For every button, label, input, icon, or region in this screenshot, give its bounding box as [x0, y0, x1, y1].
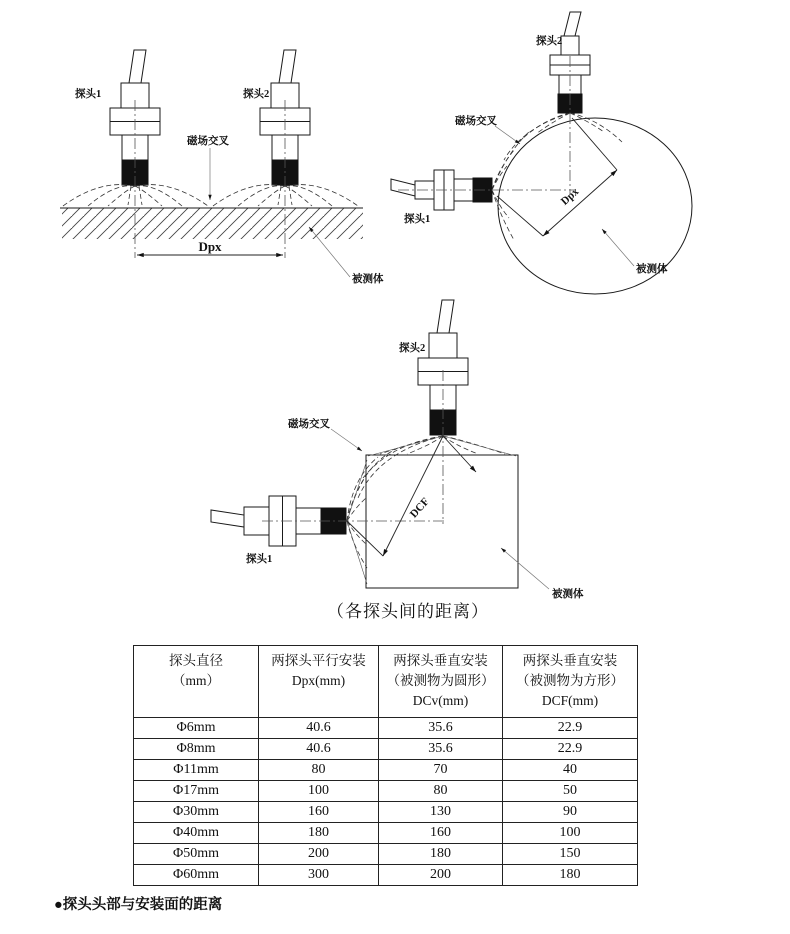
cell-diameter: Φ40mm	[134, 823, 259, 844]
header-line: 两探头垂直安装	[393, 653, 488, 668]
cell-dpx: 80	[259, 760, 379, 781]
probe2-label: 探头2	[399, 343, 426, 354]
diagram-perpendicular-circle	[391, 12, 692, 294]
probe2-label: 探头2	[536, 36, 563, 47]
table-row	[134, 718, 638, 739]
cell-dcf: 180	[503, 865, 638, 886]
cell-diameter: Φ50mm	[134, 844, 259, 865]
field-cross-leader	[331, 429, 362, 451]
header-perpendicular-square	[503, 646, 638, 718]
table-row	[134, 802, 638, 823]
measured-object-label: 被测体	[552, 589, 584, 600]
header-probe-diameter	[134, 646, 259, 718]
probe-distance-table	[133, 645, 638, 886]
header-line: （被测物为方形）	[516, 673, 624, 688]
cell-diameter: Φ60mm	[134, 865, 259, 886]
probe1-label: 探头1	[404, 214, 431, 225]
header-line: DCF(mm)	[541, 693, 599, 708]
measured-object-label: 被测体	[636, 264, 668, 275]
header-line: Dpx(mm)	[291, 673, 346, 688]
header-line: （mm）	[171, 673, 220, 688]
table-row	[134, 865, 638, 886]
magnetic-field-lines	[63, 185, 358, 206]
header-parallel-install	[259, 646, 379, 718]
table-row	[134, 739, 638, 760]
header-line: 两探头平行安装	[271, 653, 366, 668]
cell-dcf: 90	[503, 802, 638, 823]
dcf-dimension-label: DCF	[407, 495, 432, 521]
field-cross-label: 磁场交叉	[455, 116, 497, 127]
cell-dpx: 180	[259, 823, 379, 844]
cell-diameter: Φ11mm	[134, 760, 259, 781]
probe1-label: 探头1	[75, 89, 102, 100]
cell-dcf: 40	[503, 760, 638, 781]
cell-dpx: 40.6	[259, 718, 379, 739]
cell-dpx: 40.6	[259, 739, 379, 760]
cell-dcv: 80	[379, 781, 503, 802]
cell-diameter: Φ30mm	[134, 802, 259, 823]
footer-note: ●探头头部与安装面的距离	[54, 897, 223, 913]
cell-dcf: 100	[503, 823, 638, 844]
cell-diameter: Φ8mm	[134, 739, 259, 760]
cell-dpx: 200	[259, 844, 379, 865]
cell-dpx: 160	[259, 802, 379, 823]
cell-dpx: 300	[259, 865, 379, 886]
dcv-dimension-label: Dpx	[558, 185, 582, 208]
header-line: DCv(mm)	[412, 693, 469, 708]
probe2-label: 探头2	[243, 89, 270, 100]
cell-dcv: 35.6	[379, 718, 503, 739]
measured-object-leader	[602, 229, 634, 266]
cell-dcv: 200	[379, 865, 503, 886]
cell-dcv: 180	[379, 844, 503, 865]
cell-dcf: 150	[503, 844, 638, 865]
cell-dcv: 35.6	[379, 739, 503, 760]
table-row	[134, 823, 638, 844]
cell-diameter: Φ6mm	[134, 718, 259, 739]
cell-dcv: 160	[379, 823, 503, 844]
table-row	[134, 844, 638, 865]
measured-object-square	[366, 455, 518, 588]
cell-diameter: Φ17mm	[134, 781, 259, 802]
table-header-row	[134, 646, 638, 718]
diagram-parallel-flat	[60, 50, 384, 285]
cell-dcf: 22.9	[503, 718, 638, 739]
measured-object-hatch	[62, 208, 363, 239]
dpx-dimension-label: Dpx	[198, 239, 222, 254]
field-cross-leader	[495, 126, 520, 144]
dcv-dimension	[497, 118, 617, 236]
header-perpendicular-round	[379, 646, 503, 718]
table-row	[134, 781, 638, 802]
cell-dcf: 22.9	[503, 739, 638, 760]
header-line: 两探头垂直安装	[522, 653, 618, 668]
magnetic-field-lines	[492, 113, 622, 240]
header-line: 探头直径	[169, 653, 223, 668]
cell-dcv: 130	[379, 802, 503, 823]
field-cross-label: 磁场交叉	[288, 419, 330, 430]
diagram-perpendicular-square	[211, 300, 584, 600]
measured-object-leader	[501, 548, 549, 589]
probe1-label: 探头1	[246, 554, 273, 565]
header-line: （被测物为圆形）	[386, 673, 495, 688]
cell-dcf: 50	[503, 781, 638, 802]
field-cross-label: 磁场交叉	[187, 136, 229, 147]
diagram-caption: （各探头间的距离）	[327, 602, 489, 621]
measured-object-label: 被测体	[352, 274, 384, 285]
cell-dcv: 70	[379, 760, 503, 781]
cell-dpx: 100	[259, 781, 379, 802]
table-row	[134, 760, 638, 781]
